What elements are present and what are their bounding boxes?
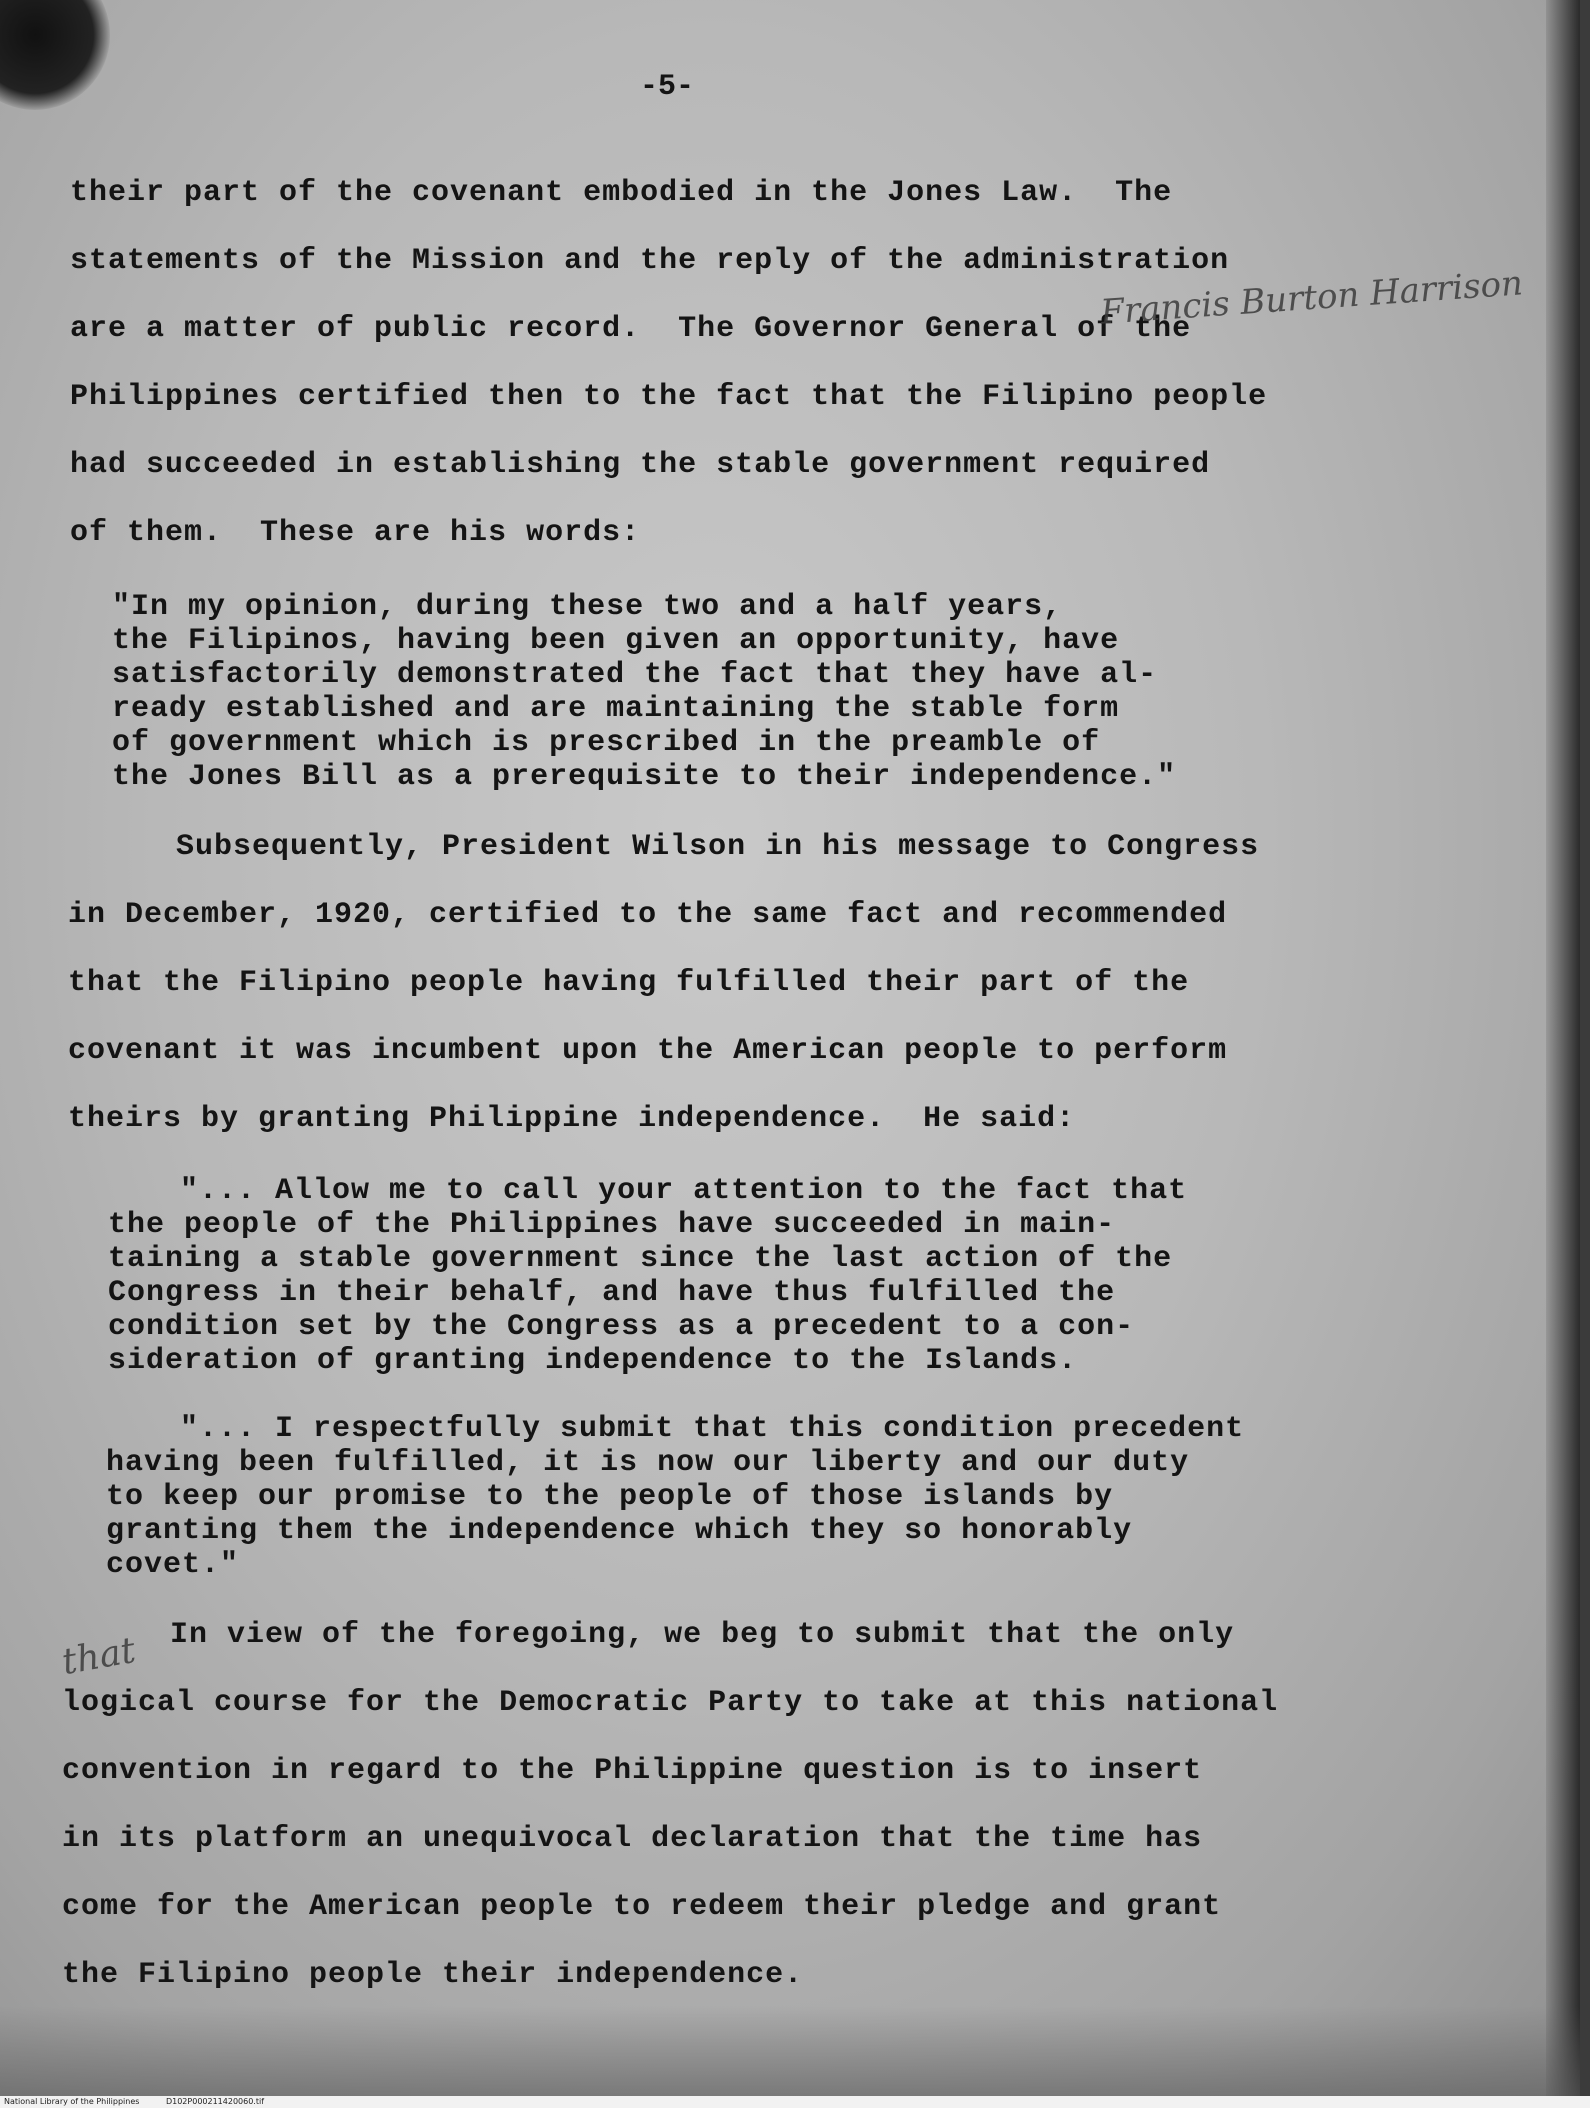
quote2-line: the people of the Philippines have succeeded in main- [108, 1208, 1116, 1242]
quote1-line: of government which is prescribed in the preamble of [112, 726, 1101, 760]
quote1-line: ready established and are maintaining the stable form [112, 692, 1120, 726]
quote3-line: "... I respectfully submit that this condition precedent [180, 1412, 1245, 1446]
paragraph3-line: In view of the foregoing, we beg to submit that the only [170, 1618, 1235, 1652]
paragraph3-line: convention in regard to the Philippine question is to insert [62, 1754, 1203, 1788]
paragraph2-line: covenant it was incumbent upon the American people to perform [68, 1034, 1228, 1068]
quote2-line: "... Allow me to call your attention to the fact that [180, 1174, 1188, 1208]
footer-file-id: D102P000211420060.tif [165, 2097, 265, 2106]
paragraph1-line: Philippines certified then to the fact that the Filipino people [70, 380, 1268, 414]
quote1-line: satisfactorily demonstrated the fact that they have al- [112, 658, 1158, 692]
quote1-line: "In my opinion, during these two and a half years, [112, 590, 1063, 624]
footer-library: National Library of the Philippines [4, 2097, 140, 2106]
quote2-line: sideration of granting independence to the Islands. [108, 1344, 1078, 1378]
paragraph1-line: are a matter of public record. The Governor General of the [70, 312, 1192, 346]
paragraph1-line: had succeeded in establishing the stable government required [70, 448, 1211, 482]
handwritten-insertion: Francis Burton Harrison [1099, 263, 1525, 333]
quote3-line: to keep our promise to the people of those islands by [106, 1480, 1114, 1514]
paragraph2-line: Subsequently, President Wilson in his message to Congress [176, 830, 1260, 864]
quote2-line: taining a stable government since the last action of the [108, 1242, 1173, 1276]
quote3-line: having been fulfilled, it is now our liberty and our duty [106, 1446, 1190, 1480]
quote3-line: granting them the independence which they so honorably [106, 1514, 1133, 1548]
paragraph3-line: come for the American people to redeem their pledge and grant [62, 1890, 1222, 1924]
scan-right-edge [1546, 0, 1580, 2096]
quote1-line: the Filipinos, having been given an opportunity, have [112, 624, 1120, 658]
page-number: -5- [640, 70, 695, 104]
paragraph1-line: of them. These are his words: [70, 516, 641, 550]
quote2-line: Congress in their behalf, and have thus fulfilled the [108, 1276, 1116, 1310]
scan-footer [0, 2096, 1590, 2108]
quote1-line: the Jones Bill as a prerequisite to their independence." [112, 760, 1177, 794]
quote3-line: covet." [106, 1548, 240, 1582]
scan-bottom-shade [0, 2006, 1580, 2096]
paragraph1-line: their part of the covenant embodied in the Jones Law. The [70, 176, 1173, 210]
paragraph1-line: statements of the Mission and the reply of the administration [70, 244, 1230, 278]
paragraph2-line: in December, 1920, certified to the same fact and recommended [68, 898, 1228, 932]
paragraph3-line: in its platform an unequivocal declaration that the time has [62, 1822, 1203, 1856]
handwritten-margin-note: that [58, 1629, 139, 1684]
paragraph2-line: theirs by granting Philippine independence. He said: [68, 1102, 1076, 1136]
paragraph3-line: the Filipino people their independence. [62, 1958, 804, 1992]
paragraph2-line: that the Filipino people having fulfilled their part of the [68, 966, 1190, 1000]
scan-corner-shadow [0, 0, 110, 110]
quote2-line: condition set by the Congress as a precedent to a con- [108, 1310, 1135, 1344]
paragraph3-line: logical course for the Democratic Party to take at this national [62, 1686, 1279, 1720]
